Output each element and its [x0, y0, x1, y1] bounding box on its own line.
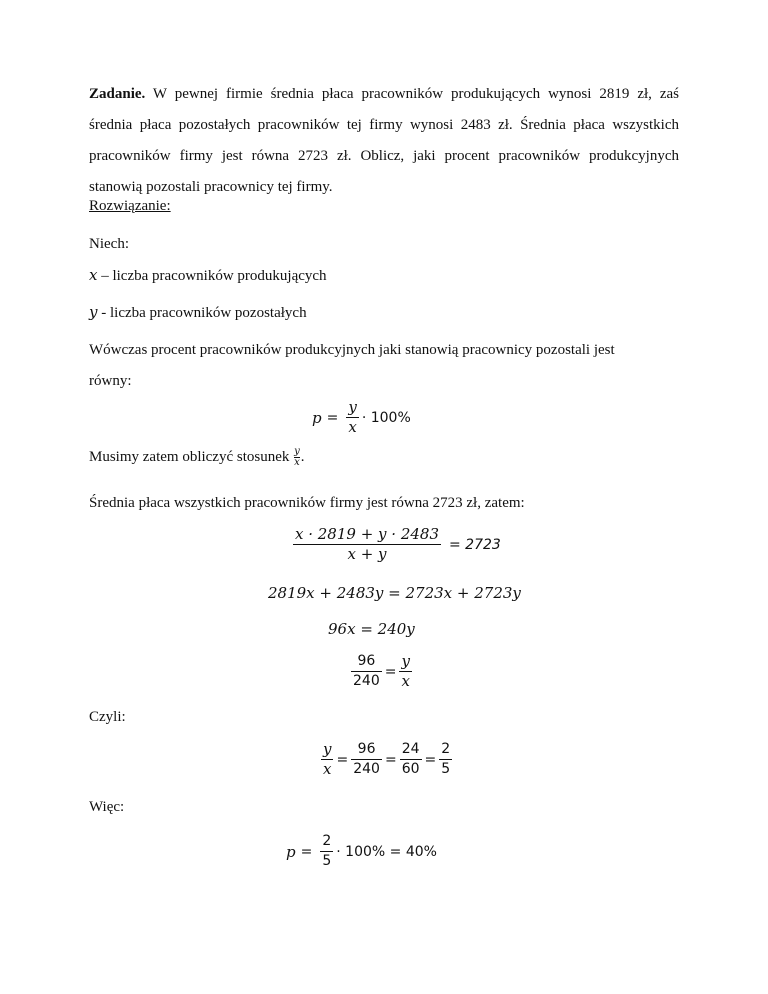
eq6-fraction-2	[351, 740, 382, 779]
var-x-definition	[89, 265, 327, 286]
var-y-description: - liczba pracowników pozostałych	[97, 305, 307, 321]
eq5-den-left: 240	[353, 673, 380, 689]
task-paragraph	[89, 79, 679, 203]
ratio-fraction	[294, 447, 300, 468]
ratio-numerator: y	[294, 446, 300, 458]
eq5-equals: =	[384, 663, 397, 680]
then-line-2: równy:	[89, 373, 132, 389]
eq1-rest: · 100%	[361, 409, 411, 426]
eq6-den-2: 240	[353, 761, 380, 777]
var-y-definition	[89, 302, 307, 323]
task-text: W pewnej firmie średnia płaca pracowników produkujących wynosi 2819 zł, zaś średnia płaca pozostałych pracowników tej firmy wynosi 2483 zł. Średnia płaca wszystkich pracowników firmy jest równa 2723 zł. Oblicz, jaki procent pracowników produkcyjnych stanowią pozostali pracownicy tej firmy.	[89, 86, 679, 195]
eq5-num-right: y	[401, 652, 410, 670]
eq2-denominator: x + y	[293, 544, 441, 564]
average-sentence: Średnia płaca wszystkich pracowników firmy jest równa 2723 zł, zatem:	[89, 495, 525, 511]
so-label: Czyli:	[89, 709, 126, 725]
equation-percent-definition	[312, 398, 411, 437]
eq6-num-1: y	[323, 740, 332, 758]
eq6-fraction-4	[439, 740, 452, 779]
eq7-denominator: 5	[322, 853, 332, 869]
eq7-numerator: 2	[322, 833, 332, 849]
eq2-fraction	[293, 525, 441, 564]
eq6-den-1: x	[323, 760, 332, 778]
solution-heading: Rozwiązanie:	[89, 198, 171, 214]
eq6-num-4: 2	[441, 741, 451, 757]
let-label: Niech:	[89, 236, 129, 252]
eq6-fraction-3	[400, 740, 422, 779]
var-x-description: – liczba pracowników produkujących	[97, 268, 327, 284]
eq6-fraction-1	[321, 740, 333, 779]
eq5-den-right: x	[401, 672, 410, 690]
task-heading: Zadanie.	[89, 86, 146, 102]
equation-ratio-result	[318, 740, 455, 779]
hence-label: Więc:	[89, 799, 125, 815]
eq7-rest: · 100% = 40%	[336, 843, 437, 860]
equation-simplified: 96x = 240y	[328, 620, 415, 638]
eq1-lhs: p	[312, 408, 322, 427]
ratio-end: .	[300, 449, 305, 465]
eq7-equals: =	[300, 843, 313, 860]
eq6-equals-1: =	[336, 751, 349, 768]
equation-final-result	[286, 832, 437, 871]
eq1-equals: =	[326, 409, 339, 426]
eq6-num-2: 96	[357, 741, 376, 757]
eq2-numerator: x · 2819 + y · 2483	[295, 525, 439, 543]
equation-expanded: 2819x + 2483y = 2723x + 2723y	[268, 584, 521, 602]
eq1-numerator: y	[348, 398, 357, 416]
eq6-den-4: 5	[441, 761, 451, 777]
eq6-equals-3: =	[424, 751, 437, 768]
eq2-rest: = 2723	[449, 536, 501, 553]
eq5-fraction-left	[351, 652, 382, 691]
eq6-equals-2: =	[384, 751, 397, 768]
eq5-fraction-right	[399, 652, 411, 691]
eq7-lhs: p	[286, 842, 296, 861]
var-x-symbol: x	[89, 266, 98, 284]
ratio-sentence	[89, 447, 305, 468]
var-y-symbol: y	[89, 303, 98, 321]
ratio-text: Musimy zatem obliczyć stosunek	[89, 449, 294, 465]
eq1-fraction	[346, 398, 358, 437]
equation-ratio	[348, 652, 415, 691]
then-line-1: Wówczas procent pracowników produkcyjnych jaki stanowią pracownicy pozostali jest	[89, 342, 615, 358]
eq7-fraction	[320, 832, 333, 871]
ratio-denominator: x	[294, 457, 300, 469]
eq6-num-3: 24	[401, 741, 420, 757]
equation-average	[290, 525, 506, 564]
eq1-denominator: x	[348, 418, 357, 436]
eq6-den-3: 60	[401, 761, 420, 777]
eq5-num-left: 96	[357, 653, 376, 669]
